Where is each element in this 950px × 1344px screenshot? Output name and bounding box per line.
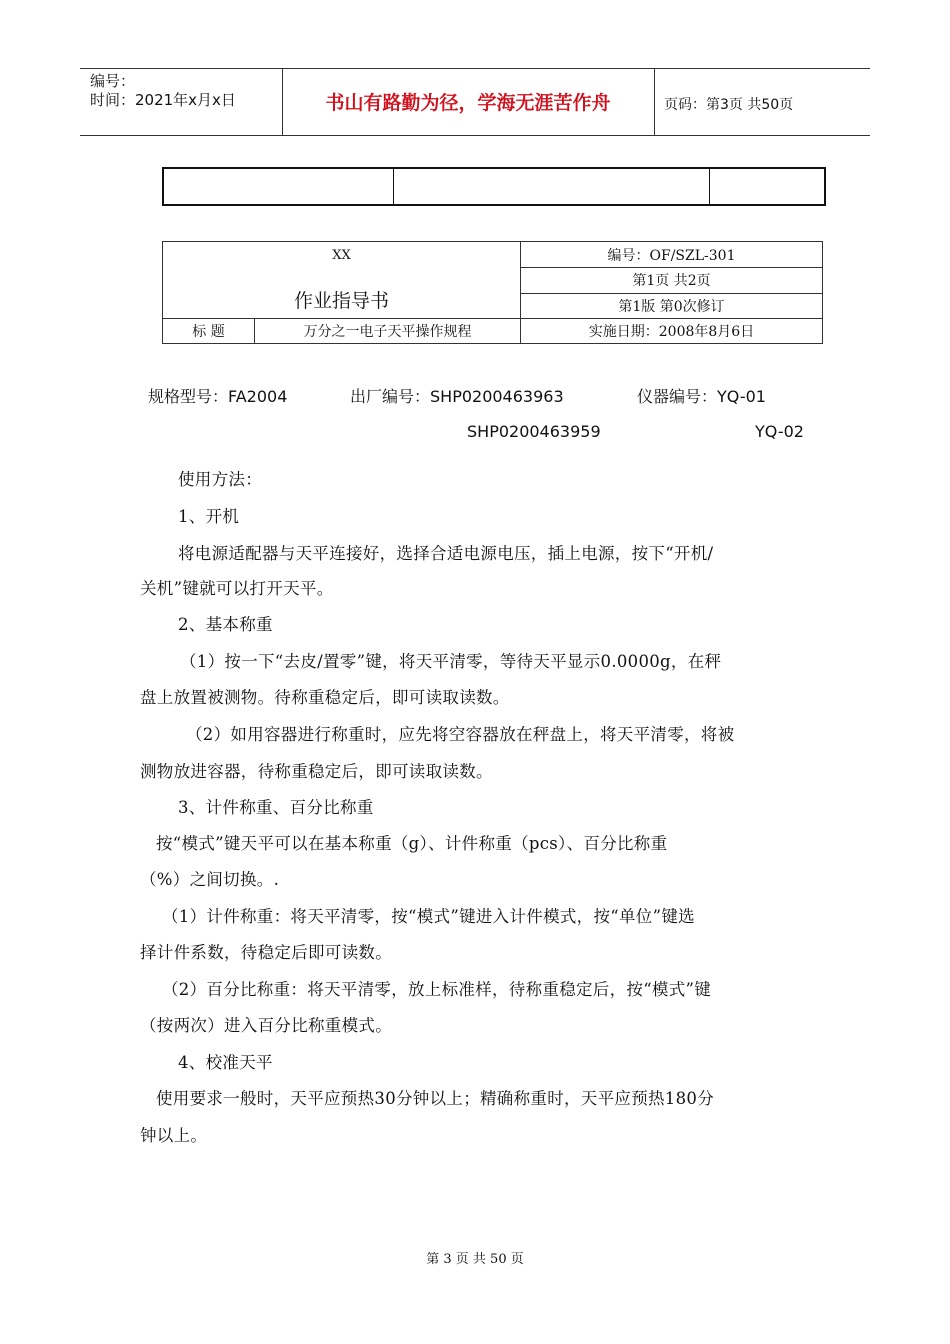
blank-box-divider [709, 169, 710, 204]
spec-factory-no: 出厂编号：SHP0200463963 [350, 387, 564, 406]
spec-instrument-no: 仪器编号：YQ-01 [637, 387, 766, 406]
section-4-line-1: 使用要求一般时，天平应预热30分钟以上；精确称重时，天平应预热180分 [156, 1089, 714, 1108]
spec-factory-no-2: SHP0200463959 [467, 422, 601, 441]
blank-box-divider [393, 169, 394, 204]
section-2-item-2-line-1: （2）如用容器进行称重时，应先将空容器放在秤盘上，将天平清零，将被 [186, 725, 735, 744]
doc-title: 作业指导书 [293, 290, 389, 312]
section-3-line-1: 按“模式”键天平可以在基本称重（g）、计件称重（pcs）、百分比称重 [156, 834, 668, 853]
doc-company: XX [332, 248, 351, 263]
header-code-label: 编号： [90, 72, 136, 90]
header-page-info: 页码：第3页 共50页 [664, 97, 794, 113]
header-top-rule [80, 68, 870, 69]
section-2-item-2-line-2: 测物放进容器，待称重稳定后，即可读取读数。 [140, 762, 493, 781]
doc-title-value: 万分之一电子天平操作规程 [255, 319, 521, 344]
header-meta [90, 72, 236, 110]
doc-title-label: 标 题 [163, 319, 255, 344]
page-footer: 第 3 页 共 50 页 [426, 1252, 524, 1267]
header-motto: 书山有路勤为径，学海无涯苦作舟 [325, 92, 611, 114]
section-2-item-1-line-1: （1）按一下“去皮/置零”键，将天平清零，等待天平显示0.0000g，在秤 [180, 652, 722, 671]
doc-version: 第1版 第0次修订 [521, 293, 823, 318]
usage-heading: 使用方法： [178, 470, 262, 489]
section-3-item-2-line-1: （2）百分比称重：将天平清零，放上标准样，待称重稳定后，按“模式”键 [162, 980, 712, 999]
section-4-title: 4、校准天平 [178, 1053, 273, 1072]
section-2-item-1-line-2: 盘上放置被测物。待称重稳定后，即可读取读数。 [140, 688, 510, 707]
header-bottom-rule [80, 135, 870, 136]
section-3-item-1-line-2: 择计件系数，待稳定后即可读数。 [140, 943, 392, 962]
doc-page: 第1页 共2页 [521, 268, 823, 293]
section-1-line-1: 将电源适配器与天平连接好，选择合适电源电压，插上电源，按下“开机/ [178, 544, 714, 563]
section-3-title: 3、计件称重、百分比称重 [178, 798, 374, 817]
spec-instrument-no-2: YQ-02 [755, 422, 804, 441]
section-1-title: 1、开机 [178, 507, 240, 526]
blank-form-box [162, 167, 826, 206]
section-4-line-2: 钟以上。 [140, 1126, 208, 1145]
doc-code: 编号：OF/SZL-301 [521, 242, 823, 268]
section-1-line-2: 关机”键就可以打开天平。 [140, 579, 334, 598]
header-divider-right [654, 68, 655, 136]
section-3-item-1-line-1: （1）计件称重：将天平清零，按“模式”键进入计件模式，按“单位”键选 [162, 907, 695, 926]
header-time-label: 时间：2021年x月x日 [90, 91, 236, 109]
doc-company-cell [163, 242, 521, 319]
doc-impl-date: 实施日期：2008年8月6日 [521, 319, 823, 344]
spec-model: 规格型号：FA2004 [148, 387, 288, 406]
section-3-line-2: （%）之间切换。. [140, 870, 280, 889]
section-3-item-2-line-2: （按两次）进入百分比称重模式。 [140, 1016, 392, 1035]
doc-info-table [162, 241, 823, 344]
section-2-title: 2、基本称重 [178, 615, 273, 634]
